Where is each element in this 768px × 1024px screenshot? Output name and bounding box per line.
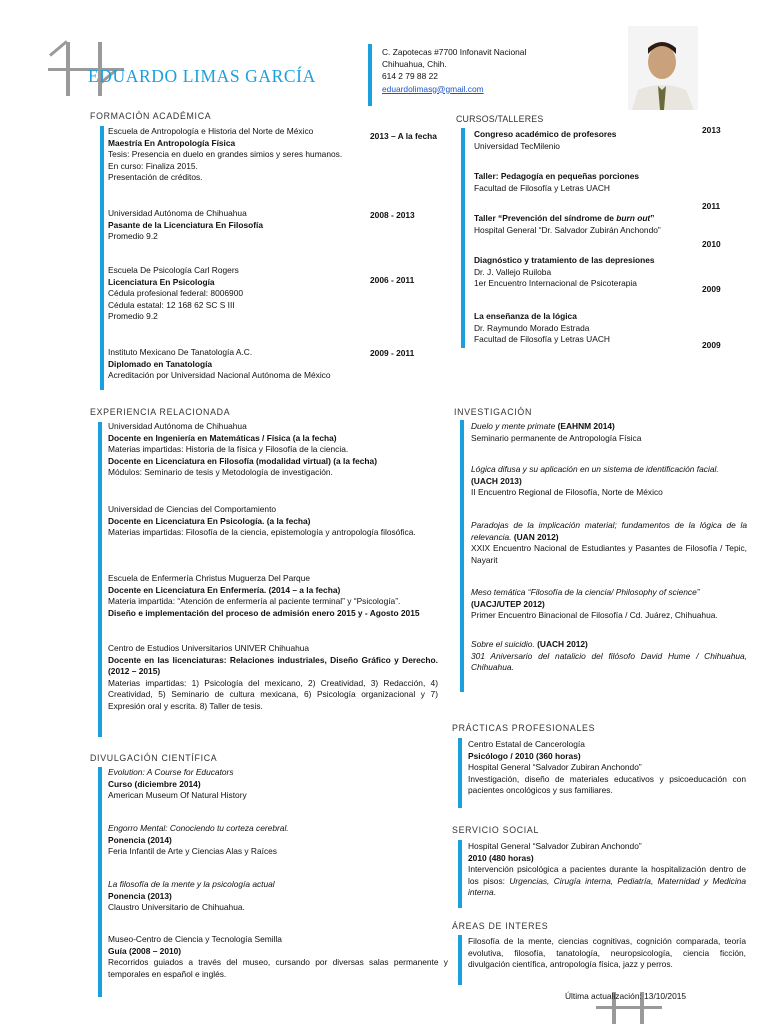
detail: Intervención psicológica a pacientes durante la hospitalización dentro de los pisos: xyxy=(468,864,746,886)
activity-venue: Claustro Universitario de Chihuahua. xyxy=(108,902,245,913)
detail: Hospital General “Salvador Zubiran Anchondo” xyxy=(468,762,642,773)
research-title: Paradojas de la implicación material; fundamentos de la lógica de la relevancia. xyxy=(471,520,747,542)
activity-detail: Recorridos guiados a través del museo, cursando por diversas salas permanente y temporales en español e inglés. xyxy=(108,957,448,979)
address-line-1: C. Zapotecas #7700 Infonavit Nacional xyxy=(382,47,527,57)
employer: Centro de Estudios Universitarios UNIVER Chihuahua xyxy=(108,643,310,653)
activity-type: Ponencia (2014) xyxy=(108,834,172,845)
research-venue: XXIX Encuentro Nacional de Estudiantes y Pasantes de Filosofía / Tepic, Nayarit xyxy=(471,543,747,565)
experiencia-entry-4 xyxy=(108,643,438,713)
research-venue: 301 Aniversario del natalicio del filósofo David Hume / Chihuahua, Chihuahua. xyxy=(471,650,747,673)
curso-entry-4 xyxy=(474,255,655,290)
detail: Materias impartidas: 1) Psicología del mexicano, 2) Creatividad, 3) Redacción, 4) Creatividad, 5) Seminario de cultura mexicana, 6) Psicología organizacional y 7) Expresión oral y escrita. 8) Taller de tesis. xyxy=(108,677,438,711)
experiencia-accent-bar xyxy=(98,422,102,737)
section-title-divulgacion: DIVULGACIÓN CIENTÍFICA xyxy=(90,753,218,763)
activity-title: Engorro Mental: Conociendo tu corteza cerebral. xyxy=(108,823,289,833)
areas-accent-bar xyxy=(458,935,462,985)
last-updated: Última actualización: 13/10/2015 xyxy=(565,991,687,1001)
course-org: Hospital General “Dr. Salvador Zubirán Anchondo” xyxy=(474,224,661,235)
position: Docente en Licenciatura En Enfermería. (2014 – a la fecha) xyxy=(108,584,341,595)
cursos-accent-bar xyxy=(461,128,465,348)
investigacion-entry-2 xyxy=(471,464,747,499)
position: Docente en Ingeniería en Matemáticas / Física (a la fecha) xyxy=(108,432,337,443)
institution: Centro Estatal de Cancerología xyxy=(468,739,585,749)
formacion-date-3: 2006 - 2011 xyxy=(370,275,415,285)
course-speaker: Dr. J. Vallejo Ruiloba xyxy=(474,266,552,277)
contact-block xyxy=(382,46,526,95)
experiencia-entry-1 xyxy=(108,421,438,479)
divulgacion-entry-1 xyxy=(108,767,448,802)
activity-title: Museo-Centro de Ciencia y Tecnología Semilla xyxy=(108,934,282,944)
contact-accent-bar xyxy=(368,44,372,106)
institution: Escuela De Psicología Carl Rogers xyxy=(108,265,239,275)
degree: Maestría En Antropología Física xyxy=(108,137,236,148)
curso-date-5: 2009 xyxy=(702,340,721,350)
activity-venue: American Museum Of Natural History xyxy=(108,790,247,801)
address-line-2: Chihuahua, Chih. xyxy=(382,59,447,70)
position: Docente en Licenciatura En Psicología. (a la fecha) xyxy=(108,515,311,526)
candidate-name: EDUARDO LIMAS GARCÍA xyxy=(88,66,316,86)
employer: Universidad de Ciencias del Comportamiento xyxy=(108,504,277,514)
detail: Materia impartida: “Atención de enfermería al paciente terminal” y “Psicología”. xyxy=(108,596,401,607)
profile-photo xyxy=(628,26,698,110)
research-title: Sobre el suicidio. xyxy=(471,639,535,649)
detail: Promedio 9.2 xyxy=(108,231,158,242)
curso-date-1: 2013 xyxy=(702,125,721,135)
detail: Materias impartidas: Filosofía de la ciencia, epistemología y antropología filosófica. xyxy=(108,527,416,538)
section-title-investigacion: INVESTIGACIÓN xyxy=(454,407,533,417)
course-speaker: Dr. Raymundo Morado Estrada xyxy=(474,322,590,333)
areas-text: Filosofía de la mente, ciencias cognitivas, cognición comparada, teoría evolutiva, filosofía, tanatología, neuropsicología, ciencia ficción, divulgación científica, antropología física, jazz y perros. xyxy=(468,936,746,970)
experiencia-entry-2 xyxy=(108,504,438,539)
practicas-block xyxy=(468,739,746,797)
employer: Escuela de Enfermería Christus Muguerza Del Parque xyxy=(108,573,311,583)
divulgacion-entry-4 xyxy=(108,934,448,980)
research-title: Lógica difusa y su aplicación en un sistema de identificación facial. xyxy=(471,464,719,474)
research-title: Meso temática “Filosofía de la ciencia/ Philosophy of science” xyxy=(471,587,700,597)
course-title: Taller: Pedagogía en pequeñas porciones xyxy=(474,171,640,181)
formacion-date-2: 2008 - 2013 xyxy=(370,210,415,220)
formacion-entry-3 xyxy=(108,265,448,323)
position: Psicólogo / 2010 (360 horas) xyxy=(468,750,581,761)
detail: Tesis: Presencia en duelo en grandes simios y seres humanos. xyxy=(108,149,343,160)
detail: Presentación de créditos. xyxy=(108,172,203,183)
course-org: Facultad de Filosofía y Letras UACH xyxy=(474,182,610,193)
research-tag: (EAHNM 2014) xyxy=(557,421,615,431)
course-title: Congreso académico de profesores xyxy=(474,129,617,139)
detail: Investigación, diseño de materiales educativos y psicoeducación con pacientes oncológicos y sus familiares. xyxy=(468,773,746,796)
divulgacion-entry-2 xyxy=(108,823,448,858)
phone-number: 614 2 79 88 22 xyxy=(382,71,438,82)
research-tag: (UACH 2012) xyxy=(534,639,588,649)
servicio-block xyxy=(468,841,746,899)
experiencia-entry-3 xyxy=(108,573,438,619)
activity-title: Evolution: A Course for Educators xyxy=(108,767,234,777)
degree: Diplomado en Tanatología xyxy=(108,358,213,369)
research-venue: II Encuentro Regional de Filosofía, Norte de México xyxy=(471,487,663,498)
divulgacion-accent-bar xyxy=(98,767,102,997)
formacion-date-4: 2009 - 2011 xyxy=(370,348,415,358)
position: Docente en las licenciaturas: Relaciones industriales, Diseño Gráfico y Derecho. (2012 – 2015) xyxy=(108,654,438,677)
activity-type: Ponencia (2013) xyxy=(108,890,172,901)
investigacion-entry-3 xyxy=(471,520,747,566)
research-tag: (UACH 2013) xyxy=(471,475,522,486)
detail-end: . xyxy=(493,887,496,898)
research-venue: Primer Encuentro Binacional de Filosofía / Cd. Juárez, Chihuahua. xyxy=(471,610,718,621)
course-org: 1er Encuentro Internacional de Psicoterapia xyxy=(474,278,637,289)
section-title-servicio: SERVICIO SOCIAL xyxy=(452,825,540,835)
detail: Materias impartidas: Historia de la física y Filosofía de la ciencia. xyxy=(108,444,349,455)
curso-date-4b: 2009 xyxy=(702,284,721,294)
section-title-practicas: PRÁCTICAS PROFESIONALES xyxy=(452,723,596,733)
institution: Hospital General “Salvador Zubiran Anchondo” xyxy=(468,841,642,851)
curso-entry-5 xyxy=(474,311,610,346)
curso-entry-1 xyxy=(474,129,616,152)
detail: En curso: Finaliza 2015. xyxy=(108,160,198,171)
detail: Módulos: Seminario de tesis y Metodología de investigación. xyxy=(108,467,333,478)
investigacion-entry-4 xyxy=(471,587,747,622)
detail: Promedio 9.2 xyxy=(108,311,158,322)
course-title: Diagnóstico y tratamiento de las depresiones xyxy=(474,255,655,265)
practicas-accent-bar xyxy=(458,738,462,808)
hours: 2010 (480 horas) xyxy=(468,852,534,863)
activity-venue: Feria Infantil de Arte y Ciencias Alas y Raíces xyxy=(108,846,277,857)
detail: Acreditación por Universidad Nacional Autónoma de México xyxy=(108,370,331,381)
section-title-cursos: CURSOS/TALLERES xyxy=(456,114,544,124)
research-venue: Seminario permanente de Antropología Física xyxy=(471,432,642,443)
research-tag: (UAN 2012) xyxy=(511,531,559,542)
email-link[interactable]: eduardolimasg@gmail.com xyxy=(382,83,484,94)
institution: Instituto Mexicano De Tanatología A.C. xyxy=(108,347,253,357)
detail-italic: Urgencias, Cirugía interna, Pediatría, Maternidad y Medicina interna xyxy=(468,875,746,898)
employer: Universidad Autónoma de Chihuahua xyxy=(108,421,247,431)
investigacion-accent-bar xyxy=(460,420,464,692)
degree: Pasante de la Licenciatura En Filosofía xyxy=(108,219,263,230)
course-org: Facultad de Filosofía y Letras UACH xyxy=(474,334,610,345)
course-title-end: ” xyxy=(650,213,655,223)
curso-entry-2 xyxy=(474,171,639,194)
achievement: Diseño e implementación del proceso de admisión enero 2015 y - Agosto 2015 xyxy=(108,607,420,618)
formacion-date-1: 2013 – A la fecha xyxy=(370,131,437,141)
curso-date-4a: 2010 xyxy=(702,239,721,249)
research-title: Duelo y mente primate xyxy=(471,421,558,431)
degree: Licenciatura En Psicología xyxy=(108,276,215,287)
divulgacion-entry-3 xyxy=(108,879,448,914)
research-tag: (UACJ/UTEP 2012) xyxy=(471,598,545,609)
curso-date-3: 2011 xyxy=(702,201,721,211)
activity-title: La filosofía de la mente y la psicología actual xyxy=(108,879,275,889)
curso-entry-3 xyxy=(474,213,661,236)
detail: Cédula estatal: 12 168 62 SC S III xyxy=(108,299,235,310)
institution: Universidad Autónoma de Chihuahua xyxy=(108,208,247,218)
section-title-areas: ÁREAS DE INTERES xyxy=(452,921,549,931)
investigacion-entry-5 xyxy=(471,639,747,674)
servicio-accent-bar xyxy=(458,840,462,908)
activity-type: Curso (diciembre 2014) xyxy=(108,778,201,789)
activity-type: Guía (2008 – 2010) xyxy=(108,945,182,956)
investigacion-entry-1 xyxy=(471,421,747,444)
position: Docente en Licenciatura en Filosofía (modalidad virtual) (a la fecha) xyxy=(108,455,377,466)
course-org: Universidad TecMilenio xyxy=(474,140,560,151)
formacion-accent-bar xyxy=(100,126,104,390)
section-title-experiencia: EXPERIENCIA RELACIONADA xyxy=(90,407,231,417)
institution: Escuela de Antropología e Historia del Norte de México xyxy=(108,126,314,136)
course-title: Taller “Prevención del síndrome de xyxy=(474,213,617,223)
course-title: La enseñanza de la lógica xyxy=(474,311,577,321)
section-title-formacion: FORMACIÓN ACADÉMICA xyxy=(90,111,212,121)
detail: Cédula profesional federal: 8006900 xyxy=(108,288,244,299)
course-title-italic: burn out xyxy=(616,213,651,223)
